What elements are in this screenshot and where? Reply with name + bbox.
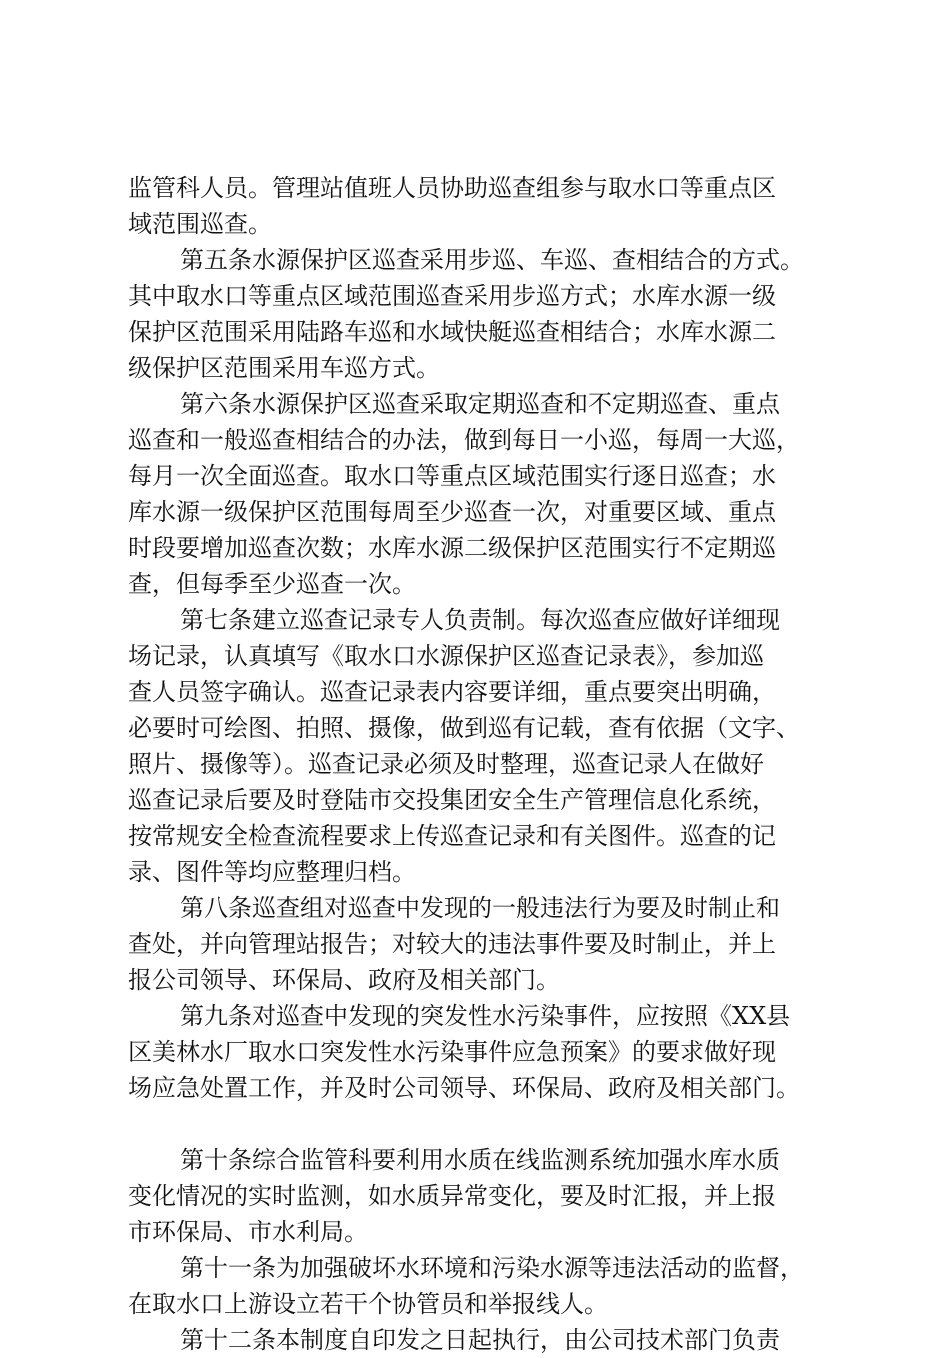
- text-line: 第十一条为加强破坏水环境和污染水源等违法活动的监督，: [180, 1254, 804, 1282]
- text-line: 巡查和一般巡查相结合的办法，做到每日一小巡，每周一大巡，: [128, 426, 800, 454]
- text-line: 照片、摄像等）。巡查记录必须及时整理，巡查记录人在做好: [128, 750, 764, 778]
- text-line: [128, 1106, 838, 1142]
- text-line: 第十条综合监管科要利用水质在线监测系统加强水库水质: [180, 1146, 780, 1174]
- text-line: 第九条对巡查中发现的突发性水污染事件，应按照《XX县: [180, 1002, 791, 1030]
- text-line: 市环保局、市水利局。: [128, 1218, 368, 1246]
- text-line: 第七条建立巡查记录专人负责制。每次巡查应做好详细现: [180, 606, 780, 634]
- text-line: 场应急处置工作，并及时公司领导、环保局、政府及相关部门。: [128, 1074, 800, 1102]
- text-line: 每月一次全面巡查。取水口等重点区域范围实行逐日巡查；水: [128, 462, 776, 490]
- text-line: 录、图件等均应整理归档。: [128, 858, 416, 886]
- text-line: 查处，并向管理站报告；对较大的违法事件要及时制止，并上: [128, 930, 776, 958]
- text-line: 其中取水口等重点区域范围巡查采用步巡方式；水库水源一级: [128, 282, 776, 310]
- text-line: 在取水口上游设立若干个协管员和举报线人。: [128, 1290, 608, 1318]
- text-line: 第五条水源保护区巡查采用步巡、车巡、查相结合的方式。: [180, 246, 804, 274]
- text-line: 查，但每季至少巡查一次。: [128, 570, 416, 598]
- document-body: [128, 170, 838, 1358]
- text-line: 查人员签字确认。巡查记录表内容要详细，重点要突出明确，: [128, 678, 776, 706]
- text-line: 报公司领导、环保局、政府及相关部门。: [128, 966, 560, 994]
- text-line: 巡查记录后要及时登陆市交投集团安全生产管理信息化系统，: [128, 786, 776, 814]
- text-line: 库水源一级保护区范围每周至少巡查一次，对重要区域、重点: [128, 498, 776, 526]
- text-line: 按常规安全检查流程要求上传巡查记录和有关图件。巡查的记: [128, 822, 776, 850]
- text-line: 变化情况的实时监测，如水质异常变化，要及时汇报，并上报: [128, 1182, 776, 1210]
- text-line: 必要时可绘图、拍照、摄像，做到巡有记载，查有依据（文字、: [128, 714, 800, 742]
- text-line: 区美林水厂取水口突发性水污染事件应急预案》的要求做好现: [128, 1038, 776, 1066]
- text-line: 监管科人员。管理站值班人员协助巡查组参与取水口等重点区: [128, 174, 776, 202]
- text-line: 级保护区范围采用车巡方式。: [128, 354, 440, 382]
- text-line: 时段要增加巡查次数；水库水源二级保护区范围实行不定期巡: [128, 534, 776, 562]
- text-line: 第六条水源保护区巡查采取定期巡查和不定期巡查、重点: [180, 390, 780, 418]
- text-line: 第十二条本制度自印发之日起执行，由公司技术部门负责: [180, 1326, 780, 1354]
- text-line: 第八条巡查组对巡查中发现的一般违法行为要及时制止和: [180, 894, 780, 922]
- text-line: 场记录，认真填写《取水口水源保护区巡查记录表》，参加巡: [128, 642, 764, 670]
- text-line: 保护区范围采用陆路车巡和水域快艇巡查相结合；水库水源二: [128, 318, 776, 346]
- text-line: 域范围巡查。: [128, 210, 272, 238]
